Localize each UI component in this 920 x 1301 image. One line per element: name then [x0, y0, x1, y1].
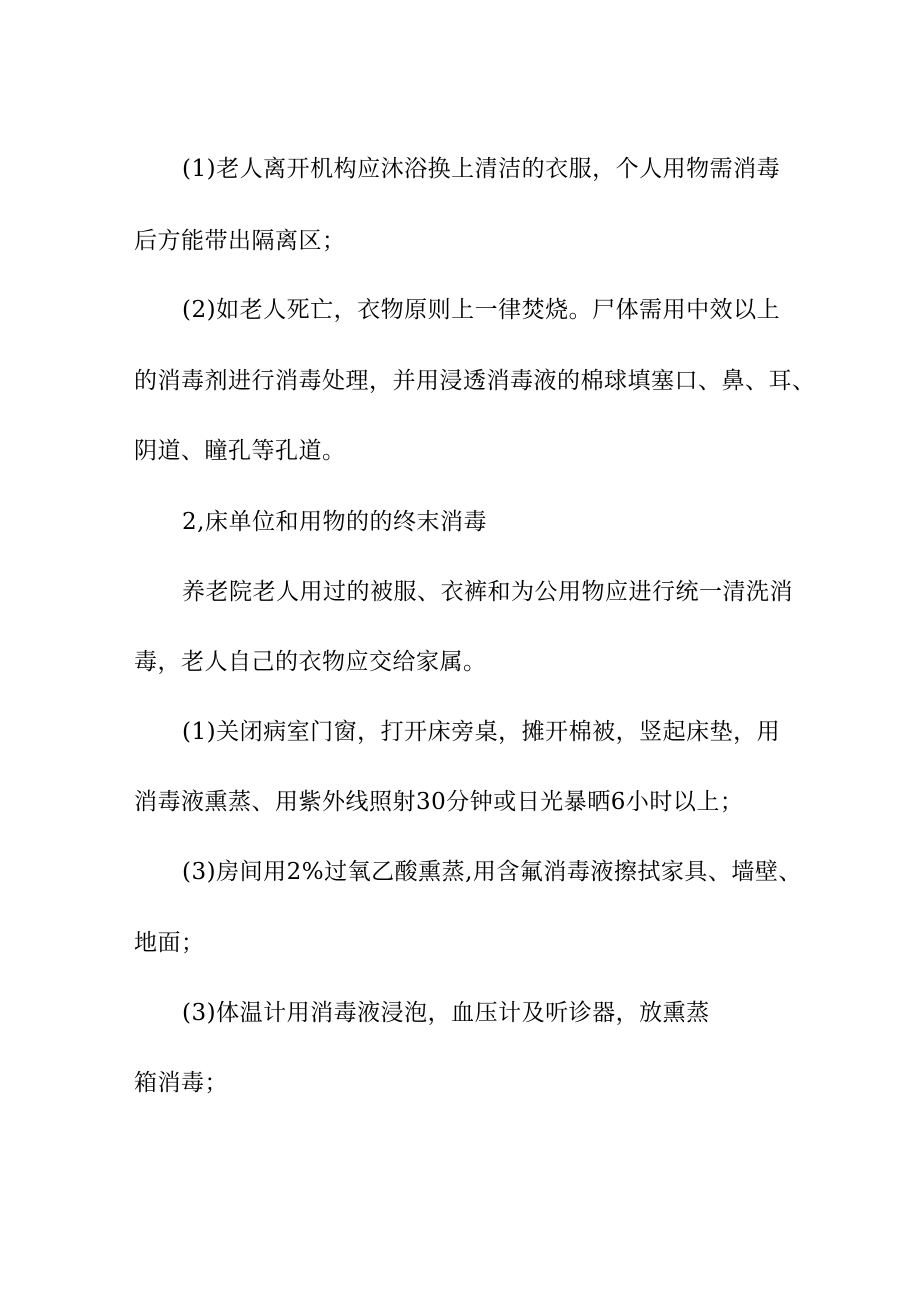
paragraph-line: 阴道、瞳孔等孔道。	[134, 438, 346, 464]
section-heading: 2,床单位和用物的的终末消毒	[182, 509, 487, 535]
paragraph-line: 的消毒剂进行消毒处理，并用浸透消毒液的棉球填塞口、鼻、耳、	[134, 368, 816, 394]
paragraph-line: (3)体温计用消毒液浸泡，血压计及听诊器，放熏蒸	[182, 1000, 710, 1026]
paragraph-line: (1)关闭病室门窗，打开床旁桌，摊开棉被，竖起床垫，用	[182, 719, 781, 745]
paragraph-line: 地面；	[134, 930, 205, 956]
paragraph-line: 后方能带出隔离区；	[134, 228, 346, 254]
paragraph-line: (3)房间用2%过氧乙酸熏蒸,用含氟消毒液擦拭家具、墙壁、	[182, 859, 802, 885]
paragraph-line: (2)如老人死亡，衣物原则上一律焚烧。尸体需用中效以上	[182, 297, 781, 323]
paragraph-line: 毒，老人自己的衣物应交给家属。	[134, 649, 487, 675]
paragraph-line: (1)老人离开机构应沐浴换上清洁的衣服，个人用物需消毒	[182, 156, 781, 182]
paragraph-line: 养老院老人用过的被服、衣裤和为公用物应进行统一清洗消	[182, 579, 793, 605]
paragraph-line: 箱消毒；	[134, 1070, 228, 1096]
paragraph-line: 消毒液熏蒸、用紫外线照射30分钟或日光暴晒6小时以上；	[134, 789, 744, 815]
